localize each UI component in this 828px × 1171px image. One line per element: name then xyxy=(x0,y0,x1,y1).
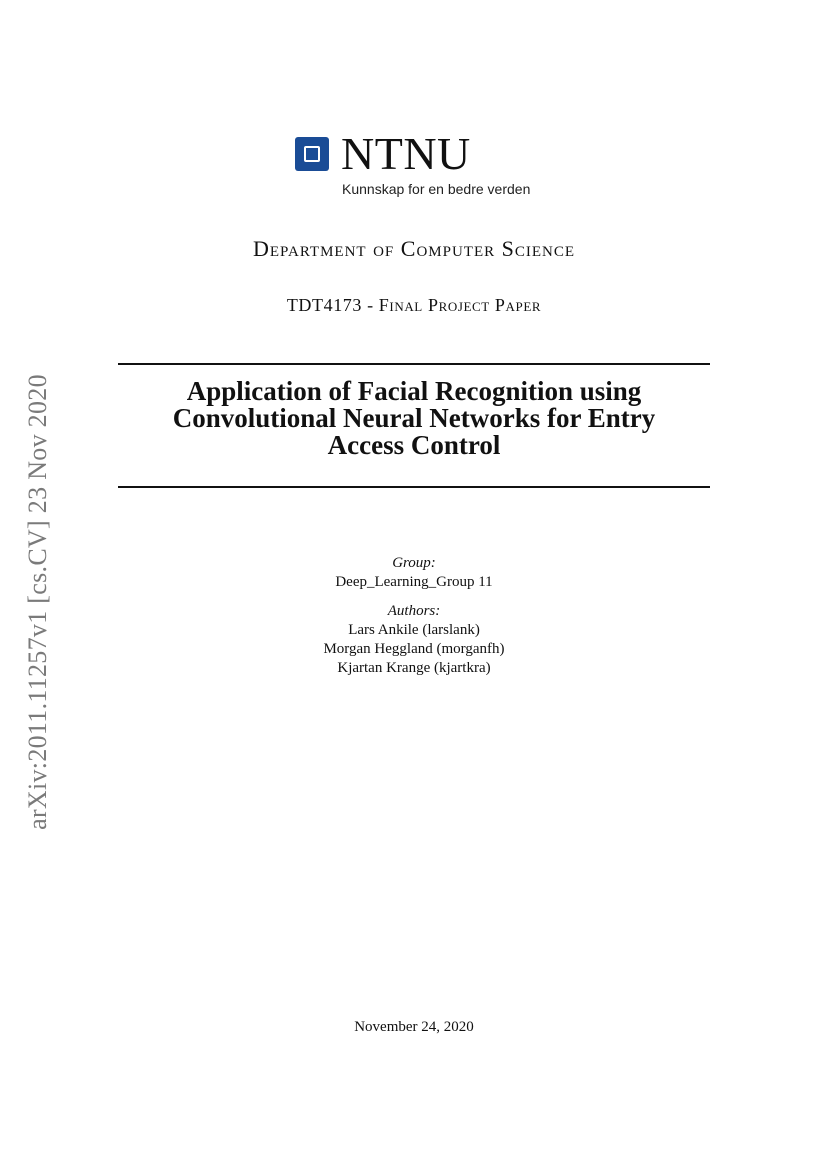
ntnu-square-logo-icon xyxy=(295,137,329,171)
group-name: Deep_Learning_Group 11 xyxy=(335,574,493,590)
author-item: Kjartan Krange (kjartkra) xyxy=(337,660,491,676)
arxiv-stamp: arXiv:2011.11257v1 [cs.CV] 23 Nov 2020 xyxy=(23,374,52,830)
author-item: Morgan Heggland (morganfh) xyxy=(323,641,505,657)
title-rule-top xyxy=(118,363,710,365)
logo-tagline: Kunnskap for en bedre verden xyxy=(342,181,531,197)
title-line: Convolutional Neural Networks for Entry xyxy=(172,403,656,433)
group-label: Group: xyxy=(392,555,436,571)
logo-wordmark: NTNU xyxy=(341,128,471,179)
title-line: Application of Facial Recognition using xyxy=(186,376,642,406)
paper-title xyxy=(110,378,718,459)
authors-label: Authors: xyxy=(387,603,441,619)
course-subtitle: TDT4173 - Final Project Paper xyxy=(286,295,542,315)
ntnu-logo xyxy=(295,128,595,205)
publication-date: November 24, 2020 xyxy=(354,1019,474,1035)
author-item: Lars Ankile (larslank) xyxy=(348,622,480,638)
group-block xyxy=(0,554,828,592)
title-rule-bottom xyxy=(118,486,710,488)
department-name: Department of Computer Science xyxy=(252,236,576,261)
authors-block xyxy=(0,602,828,678)
title-line: Access Control xyxy=(327,430,501,460)
